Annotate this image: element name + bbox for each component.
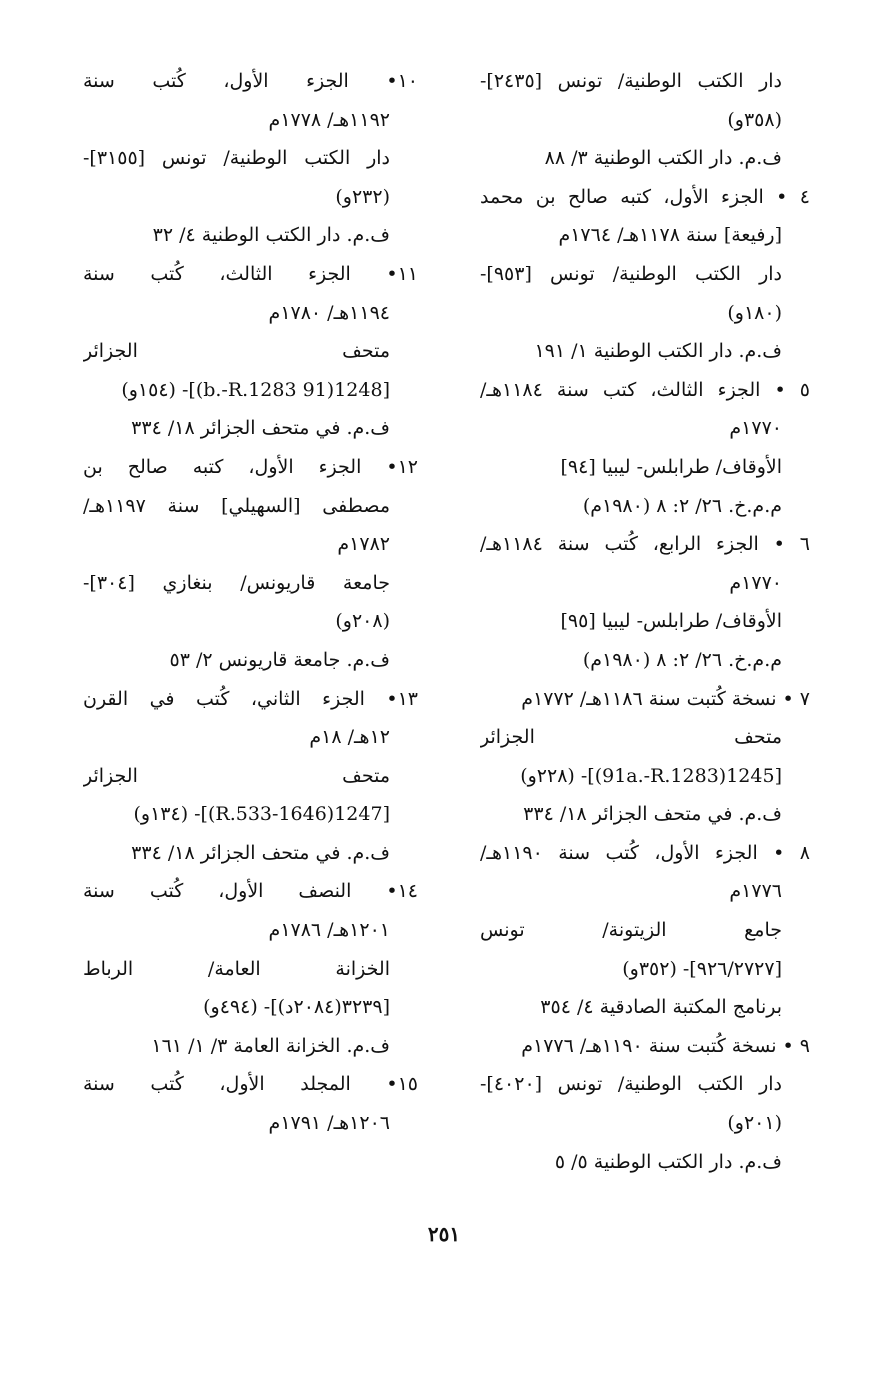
right-column-line: ١٧٧٠م	[729, 417, 782, 440]
right-column	[480, 62, 810, 1181]
right-column-line: م.م.خ. ٢٦/ ٢: ٨ (١٩٨٠م)	[582, 494, 782, 517]
left-column-line: ١٢٠١هـ/ ١٧٨٦م	[268, 919, 390, 942]
right-column-line: برنامج المكتبة الصادقية ٤/ ٣٥٤	[540, 996, 782, 1019]
left-column-line: ف.م. جامعة قاريونس ٢/ ٥٣	[169, 648, 390, 671]
right-column-line: ٤ • الجزء الأول، كتبه صالح بن محمد	[480, 185, 810, 208]
left-column-line: ١٣• الجزء الثاني، كُتب في القرن	[83, 687, 418, 710]
right-column-line: [٩٢٦/٢٧٢٧]- (٣٥٢و)	[622, 957, 782, 980]
left-column-line: مصطفى [السهيلي] سنة ١١٩٧هـ/	[83, 494, 390, 517]
right-column-line: ف.م. دار الكتب الوطنية ٣/ ٨٨	[544, 147, 782, 170]
left-column-line: ١٥• المجلد الأول، كُتب سنة	[83, 1073, 418, 1096]
left-column-line: ١١٩٢هـ/ ١٧٧٨م	[268, 108, 390, 131]
left-column-line: [٣٢٣٩(٢٠٨٤د)]- (٤٩٤و)	[203, 996, 390, 1019]
left-column-line: ١٤• النصف الأول، كُتب سنة	[83, 880, 418, 903]
right-column-line: ف.م. دار الكتب الوطنية ١/ ١٩١	[534, 340, 782, 363]
left-column-line: ١٢• الجزء الأول، كتبه صالح بن	[83, 455, 418, 478]
page-number: ٢٥١	[427, 1222, 461, 1246]
left-column-line: متحف الجزائر	[83, 764, 390, 787]
left-column-line: متحف الجزائر	[83, 340, 390, 363]
right-column-line: ٧ • نسخة كُتبت سنة ١١٨٦هـ/ ١٧٧٢م	[521, 687, 810, 710]
left-column-line: ١١• الجزء الثالث، كُتب سنة	[83, 262, 418, 285]
left-column-line: ١٧٨٢م	[337, 533, 390, 556]
left-column-line: ١١٩٤هـ/ ١٧٨٠م	[268, 301, 390, 324]
right-column-line: دار الكتب الوطنية/ تونس [٢٤٣٥]-	[480, 70, 782, 92]
left-column-line: (٢٠٨و)	[335, 610, 390, 633]
right-column-line: دار الكتب الوطنية/ تونس [٩٥٣]-	[480, 262, 782, 285]
right-column-line: ف.م. دار الكتب الوطنية ٥/ ٥	[554, 1150, 782, 1173]
left-column-line: ف.م. الخزانة العامة ٣/ ١/ ١٦١	[151, 1034, 390, 1057]
left-column-line: [1247(1646-R.533)]- (١٣٤و)	[133, 803, 390, 826]
right-column-line: م.م.خ. ٢٦/ ٢: ٨ (١٩٨٠م)	[582, 648, 782, 671]
right-column-line: (١٨٠و)	[727, 301, 782, 324]
right-column-line: الأوقاف/ طرابلس- ليبيا [٩٤]	[560, 455, 782, 478]
right-column-line: ٦ • الجزء الرابع، كُتب سنة ١١٨٤هـ/	[480, 533, 810, 556]
right-column-line: ٨ • الجزء الأول، كُتب سنة ١١٩٠هـ/	[480, 841, 810, 864]
right-column-line: ٥ • الجزء الثالث، كتب سنة ١١٨٤هـ/	[480, 378, 810, 401]
right-column-line: [1245(91a.-R.1283)]- (٢٢٨و)	[520, 764, 782, 787]
left-column-line: ١٢٠٦هـ/ ١٧٩١م	[268, 1112, 390, 1135]
right-column-line: (٢٠١و)	[727, 1112, 782, 1135]
right-column-line: ف.م. في متحف الجزائر ١٨/ ٣٣٤	[523, 803, 782, 826]
right-column-line: (٣٥٨و)	[727, 108, 782, 131]
right-column-line: دار الكتب الوطنية/ تونس [٤٠٢٠]-	[480, 1073, 782, 1096]
left-column-line: (٢٣٢و)	[335, 185, 390, 208]
right-column-line: ٩ • نسخة كُتبت سنة ١١٩٠هـ/ ١٧٧٦م	[521, 1034, 810, 1057]
right-column-line: ١٧٧٠م	[729, 571, 782, 594]
left-column-line: ف.م. في متحف الجزائر ١٨/ ٣٣٤	[131, 841, 390, 864]
left-column-line: جامعة قاريونس/ بنغازي [٣٠٤]-	[83, 571, 390, 594]
left-column-line: دار الكتب الوطنية/ تونس [٣١٥٥]-	[83, 147, 390, 170]
left-column-line: ١٠• الجزء الأول، كُتب سنة	[83, 70, 418, 92]
left-column-line: ١٢هـ/ ١٨م	[309, 726, 390, 749]
left-column	[83, 62, 418, 1143]
right-column-line: ١٧٧٦م	[729, 880, 782, 903]
left-column-line: ف.م. في متحف الجزائر ١٨/ ٣٣٤	[131, 417, 390, 440]
left-column-line: ف.م. دار الكتب الوطنية ٤/ ٣٢	[152, 224, 390, 247]
right-column-line: جامع الزيتونة/ تونس	[480, 919, 782, 942]
right-column-line: [رفيعة] سنة ١١٧٨هـ/ ١٧٦٤م	[558, 224, 782, 247]
right-column-line: الأوقاف/ طرابلس- ليبيا [٩٥]	[560, 610, 782, 633]
left-column-line: [1248(91 b.-R.1283)]- (١٥٤و)	[121, 378, 390, 401]
right-column-line: متحف الجزائر	[480, 726, 782, 749]
left-column-line: الخزانة العامة/ الرباط	[83, 957, 390, 980]
